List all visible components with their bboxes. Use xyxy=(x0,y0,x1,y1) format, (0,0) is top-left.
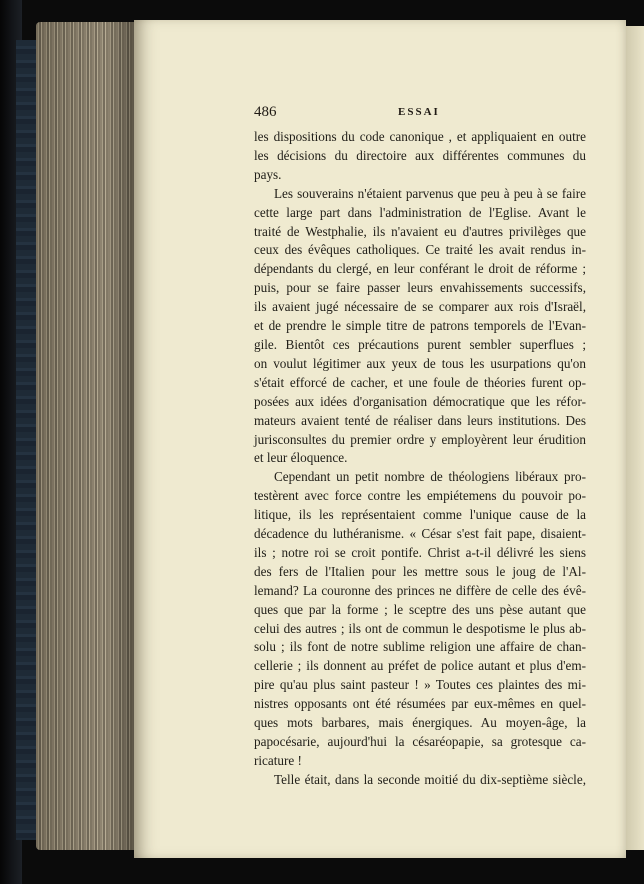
text-line: les décisions du directoire aux différentes communes du xyxy=(254,147,586,163)
text-line: on voulut légitimer aux yeux de tous les usurpations qu'on xyxy=(254,355,586,371)
text-line: décadence du luthéranisme. « César s'est fait pape, disaient- xyxy=(254,526,586,542)
text-line: jurisconsultes du premier ordre y employèrent leur érudition xyxy=(254,431,586,447)
text-line: les dispositions du code canonique , et appliquaient en outre xyxy=(254,129,586,144)
text-line: des fers de l'Italien pour les mettre sous le joug de l'Al- xyxy=(254,563,586,579)
text-line: cette large part dans l'administration de l'Eglise. Avant le xyxy=(254,204,586,220)
text-line: gile. Bientôt ces précautions purent sembler superflues ; xyxy=(254,336,586,352)
page-header xyxy=(254,104,584,128)
book-page xyxy=(134,20,626,858)
text-line: celui des autres ; ils ont de commun le despotisme le plus ab- xyxy=(254,620,586,636)
text-line: lemand? La couronne des princes ne diffère de celle des évê- xyxy=(254,582,586,598)
running-title: ESSAI xyxy=(398,106,440,118)
text-line: Les souverains n'étaient parvenus que peu à peu à se faire xyxy=(274,185,586,201)
text-line: ils ; notre roi se croit pontife. Christ a-t-il délivré les siens xyxy=(254,544,586,560)
text-line: et leur éloquence. xyxy=(254,450,348,466)
text-line: ceux des évêques catholiques. Ce traité les avait rendus in- xyxy=(254,242,586,258)
text-line: traité de Westphalie, ils n'avaient eu d'autres privilèges que xyxy=(254,223,586,239)
text-line: solu ; ils font de notre sublime religion une affaire de chan- xyxy=(254,639,586,655)
text-line: dépendants du clergé, en leur conférant le droit de réforme ; xyxy=(254,261,586,277)
text-line: ricature ! xyxy=(254,752,302,768)
page-block-edge xyxy=(36,22,136,850)
facing-page-edge xyxy=(624,26,644,850)
text-line: testèrent avec force contre les empiétemens du pouvoir po- xyxy=(254,488,586,504)
text-line: pays. xyxy=(254,166,282,182)
text-line: nistres opposants ont été résumées par eux-mêmes en quel- xyxy=(254,696,586,712)
text-line: papocésarie, aujourd'hui la césaréopapie, sa grotesque ca- xyxy=(254,734,586,749)
text-line: ques mots barbares, mais énergiques. Au moyen-âge, la xyxy=(254,715,586,731)
body-text xyxy=(254,128,586,790)
text-line: posées aux idées d'organisation démocratique que les réfor- xyxy=(254,393,586,409)
text-line: litique, ils les représentaient comme l'unique cause de la xyxy=(254,507,586,523)
page-number: 486 xyxy=(254,104,277,120)
text-line: s'était efforcé de cacher, et une foule de théories furent op- xyxy=(254,374,586,390)
text-line: pire qu'au plus saint pasteur ! » Toutes ces plaintes des mi- xyxy=(254,677,586,693)
book-cover-edge xyxy=(16,40,38,840)
text-line: ils avaient jugé nécessaire de se comparer aux rois d'Israël, xyxy=(254,299,586,315)
text-line: mateurs avaient tenté de réaliser dans leurs institutions. Des xyxy=(254,412,586,428)
text-line: Cependant un petit nombre de théologiens libéraux pro- xyxy=(274,469,586,485)
text-line: Telle était, dans la seconde moitié du dix-septième siècle, xyxy=(274,771,586,787)
text-line: puis, pour se faire passer leurs envahissements successifs, xyxy=(254,280,586,296)
text-line: ques que par la forme ; le sceptre des uns pèse autant que xyxy=(254,601,586,617)
text-line: cellerie ; ils donnent au préfet de police autant et plus d'em- xyxy=(254,658,586,674)
text-line: et de prendre le simple titre de patrons temporels de l'Evan- xyxy=(254,318,586,334)
